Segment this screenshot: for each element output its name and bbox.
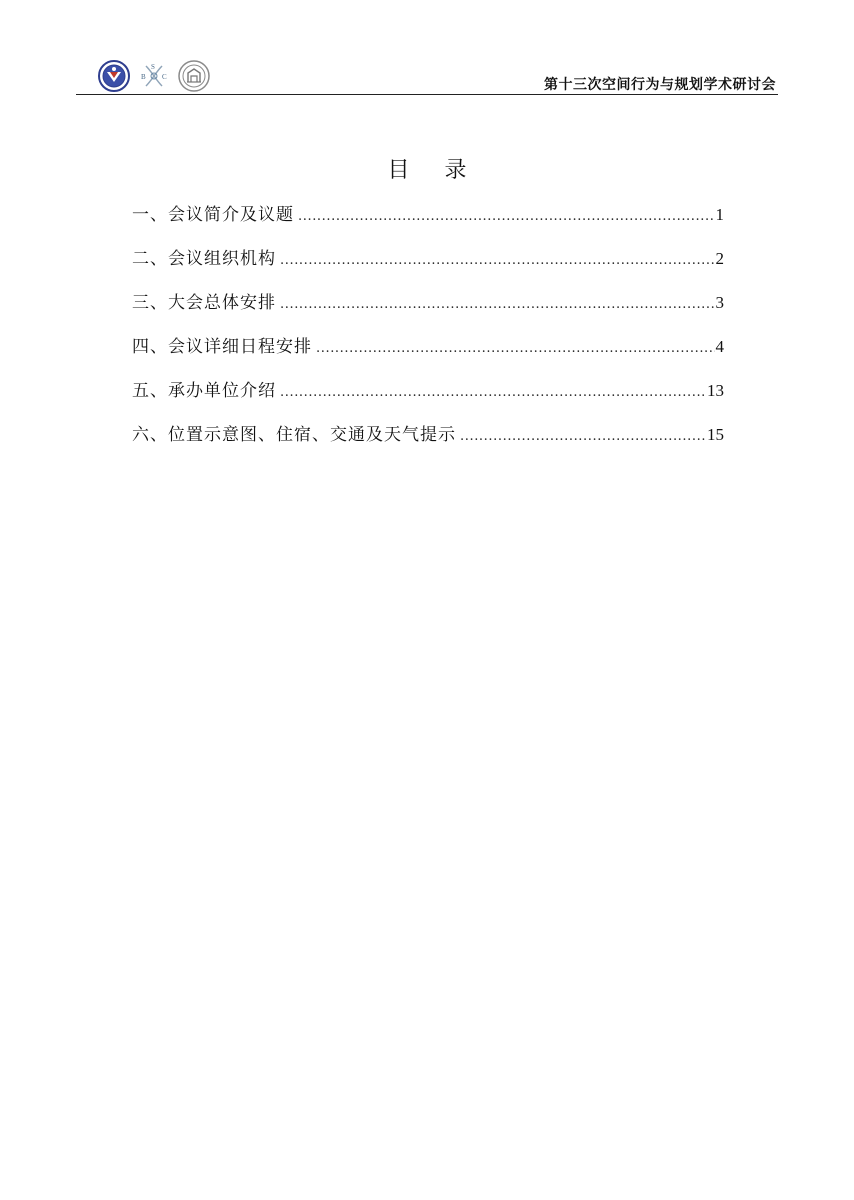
svg-text:C: C: [162, 73, 167, 81]
toc-dot-leader: [280, 297, 715, 312]
svg-text:B: B: [141, 73, 146, 81]
university-emblem-logo: [98, 60, 130, 92]
header-divider: [76, 94, 778, 95]
toc-dot-leader: [460, 429, 706, 444]
toc-page-number: 1: [715, 205, 724, 224]
toc-entry-organization[interactable]: [132, 244, 724, 288]
svg-text:S: S: [151, 63, 155, 71]
toc-entry-label: 二、会议组织机构: [132, 249, 276, 269]
bsc-emblem-logo: [138, 60, 170, 92]
toc-entry-overall-schedule[interactable]: [132, 288, 724, 332]
toc-dot-leader: [298, 209, 715, 224]
toc-entry-label: 六、位置示意图、住宿、交通及天气提示: [132, 425, 456, 445]
toc-entry-intro[interactable]: [132, 200, 724, 244]
page-header: [76, 56, 778, 98]
toc-page-number: 15: [707, 425, 724, 444]
toc-page-number: 13: [707, 381, 724, 400]
toc-entry-label: 四、会议详细日程安排: [132, 337, 312, 357]
table-of-contents: [132, 200, 724, 464]
toc-dot-leader: [316, 341, 715, 356]
toc-entry-label: 五、承办单位介绍: [132, 381, 276, 401]
toc-entry-label: 三、大会总体安排: [132, 293, 276, 313]
toc-heading: 目 录: [387, 158, 481, 183]
toc-dot-leader: [280, 253, 715, 268]
toc-page-number: 3: [715, 293, 724, 312]
toc-page-number: 2: [715, 249, 724, 268]
toc-page-number: 4: [715, 337, 724, 356]
toc-entry-location-info[interactable]: [132, 420, 724, 464]
header-logos: [98, 60, 210, 92]
toc-entry-label: 一、会议简介及议题: [132, 205, 294, 225]
university-seal-logo: [178, 60, 210, 92]
toc-entry-detailed-agenda[interactable]: [132, 332, 724, 376]
toc-dot-leader: [280, 385, 706, 400]
conference-title: 第十三次空间行为与规划学术研讨会: [544, 77, 776, 93]
toc-entry-host-intro[interactable]: [132, 376, 724, 420]
